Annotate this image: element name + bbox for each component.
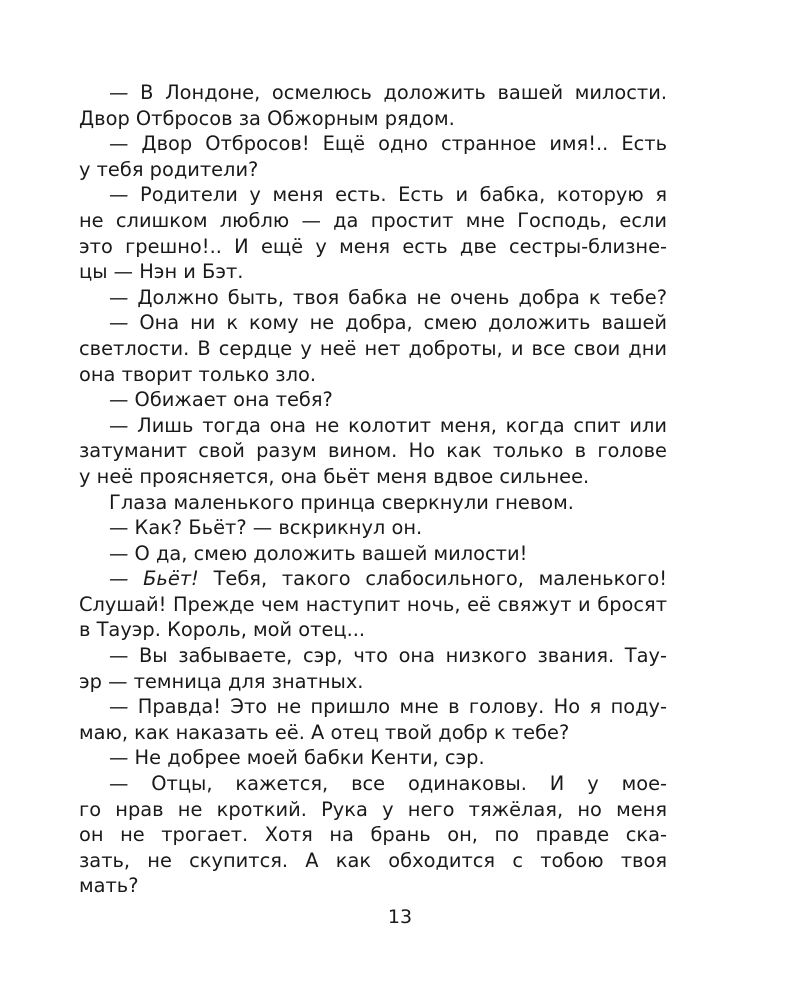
text-line: у неё проясняется, она бьёт меня вдвое сильнее.	[79, 464, 590, 488]
text-line: затуманит свой разум вином. Но как только в голове	[79, 439, 667, 463]
text-line: — Должно быть, твоя бабка не очень добра к тебе?	[109, 285, 667, 309]
text-line: — О да, смею доложить вашей милости!	[109, 541, 528, 565]
page-number: 13	[387, 906, 413, 928]
text-line: — Не добрее моей бабки Кенти, сэр.	[109, 746, 485, 770]
text-line: маю, как наказать её. А отец твой добр к тебе?	[79, 720, 570, 744]
text-line: мать?	[79, 874, 139, 898]
text-line: — Правда! Это не пришло мне в голову. Но я поду-	[109, 695, 667, 719]
text-line: цы — Нэн и Бэт.	[79, 260, 244, 284]
text-line: он не трогает. Хотя на брань он, по правде ска-	[79, 823, 667, 847]
text-line: го нрав не кроткий. Рука у него тяжёлая, но меня	[79, 797, 667, 821]
text-line: — Как? Бьёт? — вскрикнул он.	[109, 516, 423, 540]
text-line: — Двор Отбросов! Ещё одно странное имя!.. Есть	[109, 132, 667, 156]
text-line: светлости. В сердце у неё нет доброты, и все свои дни	[79, 336, 667, 360]
book-page-text	[79, 80, 667, 899]
text-line: у тебя родители?	[79, 157, 259, 181]
text-line: в Тауэр. Король, мой отец...	[79, 618, 366, 642]
text-line: это грешно!.. И ещё у меня есть две сестры-близне-	[79, 234, 667, 258]
text-line: — Отцы, кажется, все одинаковы. И у мое-	[109, 772, 667, 796]
italic-exclamation: — Бьёт!	[109, 567, 199, 591]
text-line: не слишком люблю — да простит мне Господь, если	[79, 208, 667, 232]
text-line-with-italic	[79, 566, 667, 592]
text-line: — Она ни к кому не добра, смею доложить вашей	[109, 311, 667, 335]
text-line: — В Лондоне, осмелюсь доложить вашей милости.	[109, 81, 667, 104]
text-line: Двор Отбросов за Обжорным рядом.	[79, 106, 455, 130]
text-line: — Вы забываете, сэр, что она низкого звания. Тау-	[109, 644, 667, 668]
text-line: эр — темница для знатных.	[79, 669, 364, 693]
text-line: — Обижает она тебя?	[109, 388, 333, 412]
text-line: зать, не скупится. А как обходится с тобою твоя	[79, 848, 667, 872]
text-line: Слушай! Прежде чем наступит ночь, её свяжут и бросят	[79, 592, 667, 616]
text-line: — Лишь тогда она не колотит меня, когда спит или	[109, 413, 667, 437]
text-line-rest: Тебя, такого слабосильного, маленького!	[213, 567, 667, 591]
text-line: она творит только зло.	[79, 362, 316, 386]
text-line: Глаза маленького принца сверкнули гневом.	[109, 490, 574, 514]
text-line: — Родители у меня есть. Есть и бабка, которую я	[109, 183, 667, 207]
